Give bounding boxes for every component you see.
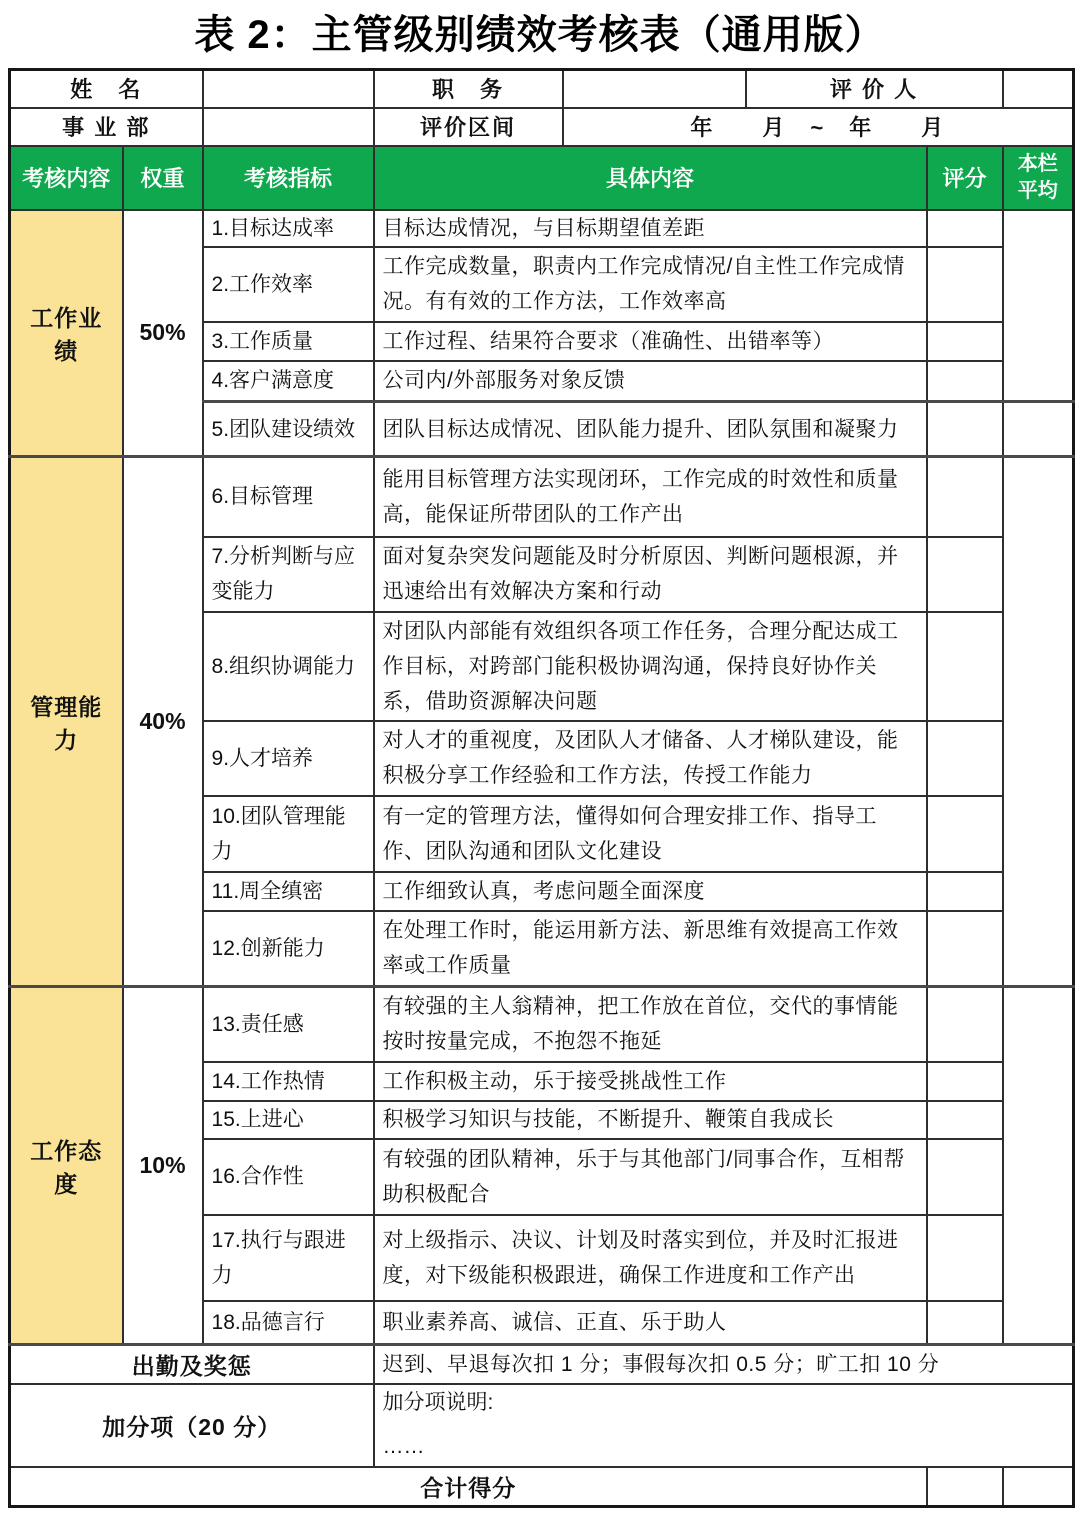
attendance-detail: 迟到、早退每次扣 1 分；事假每次扣 0.5 分；旷工扣 10 分 [374,1345,1074,1384]
avg-cell[interactable] [1003,987,1074,1345]
score-cell[interactable] [927,612,1003,721]
detail-cell: 工作积极主动，乐于接受挑战性工作 [374,1062,927,1101]
detail-cell: 对上级指示、决议、计划及时落实到位，并及时汇报进度，对下级能积极跟进，确保工作进度和工作产出 [374,1215,927,1301]
detail-cell: 工作过程、结果符合要求（准确性、出错率等） [374,322,927,361]
indicator-cell: 10.团队管理能力 [203,796,374,872]
weight-management: 40% [123,457,203,987]
total-score-label: 合计得分 [10,1467,927,1507]
header-indicator: 考核指标 [203,146,374,210]
indicator-cell: 18.品德言行 [203,1301,374,1345]
detail-cell: 公司内/外部服务对象反馈 [374,361,927,402]
score-cell[interactable] [927,247,1003,322]
detail-cell: 团队目标达成情况、团队能力提升、团队氛围和凝聚力 [374,402,927,457]
detail-cell: 对人才的重视度，及团队人才储备、人才梯队建设，能积极分享工作经验和工作方法，传授工作能力 [374,721,927,796]
division-value-cell[interactable] [203,108,374,146]
detail-cell: 目标达成情况，与目标期望值差距 [374,210,927,247]
indicator-cell: 17.执行与跟进力 [203,1215,374,1301]
header-column-average [1003,146,1074,210]
score-cell[interactable] [927,537,1003,612]
table-row [10,457,1074,537]
score-cell[interactable] [927,1301,1003,1345]
position-value-cell[interactable] [563,70,746,108]
period-value-cell: 年 月 ~ 年 月 [563,108,1074,146]
score-cell[interactable] [927,361,1003,402]
score-cell[interactable] [927,721,1003,796]
table-row [10,987,1074,1062]
section-label-management: 管理能力 [10,457,123,987]
header-weight: 权重 [123,146,203,210]
score-cell[interactable] [927,1101,1003,1139]
detail-cell: 工作完成数量，职责内工作完成情况/自主性工作完成情况。有有效的工作方法，工作效率高 [374,247,927,322]
score-cell[interactable] [927,1139,1003,1215]
indicator-cell: 15.上进心 [203,1101,374,1139]
table-row [10,1384,1074,1467]
indicator-cell: 16.合作性 [203,1139,374,1215]
evaluator-value-cell[interactable] [1003,70,1074,108]
detail-cell: 面对复杂突发问题能及时分析原因、判断问题根源，并迅速给出有效解决方案和行动 [374,537,927,612]
score-cell[interactable] [927,402,1003,457]
period-label: 评价区间 [374,108,563,146]
detail-cell: 积极学习知识与技能，不断提升、鞭策自我成长 [374,1101,927,1139]
weight-performance: 50% [123,210,203,457]
score-cell[interactable] [927,796,1003,872]
evaluation-table [8,68,1075,1508]
indicator-cell: 14.工作热情 [203,1062,374,1101]
table-row [10,210,1074,247]
score-cell[interactable] [927,987,1003,1062]
detail-cell: 在处理工作时，能运用新方法、新思维有效提高工作效率或工作质量 [374,911,927,987]
avg-cell[interactable] [1003,402,1074,457]
evaluator-label: 评 价 人 [746,70,1003,108]
indicator-cell: 13.责任感 [203,987,374,1062]
score-cell[interactable] [927,210,1003,247]
table-row [10,108,1074,146]
detail-cell: 对团队内部能有效组织各项工作任务，合理分配达成工作目标，对跨部门能积极协调沟通，保持良好协作关系，借助资源解决问题 [374,612,927,721]
bonus-detail-cell[interactable] [374,1384,1074,1467]
score-cell[interactable] [927,911,1003,987]
header-score: 评分 [927,146,1003,210]
detail-cell: 能用目标管理方法实现闭环，工作完成的时效性和质量高，能保证所带团队的工作产出 [374,457,927,537]
detail-cell: 有一定的管理方法，懂得如何合理安排工作、指导工作、团队沟通和团队文化建设 [374,796,927,872]
weight-attitude: 10% [123,987,203,1345]
header-row [10,146,1074,210]
table-row [10,1467,1074,1507]
total-score-cell[interactable] [927,1467,1003,1507]
section-label-attitude: 工作态度 [10,987,123,1345]
score-cell[interactable] [927,457,1003,537]
detail-cell: 有较强的主人翁精神，把工作放在首位，交代的事情能按时按量完成，不抱怨不拖延 [374,987,927,1062]
header-content: 考核内容 [10,146,123,210]
division-label: 事 业 部 [10,108,203,146]
avg-cell[interactable] [1003,210,1074,402]
score-cell[interactable] [927,1062,1003,1101]
position-label: 职 务 [374,70,563,108]
name-label: 姓 名 [10,70,203,108]
score-cell[interactable] [927,872,1003,911]
total-avg-cell[interactable] [1003,1467,1074,1507]
score-cell[interactable] [927,1215,1003,1301]
indicator-cell: 7.分析判断与应变能力 [203,537,374,612]
page-title: 表 2：主管级别绩效考核表（通用版） [194,13,886,57]
indicator-cell: 6.目标管理 [203,457,374,537]
indicator-cell: 12.创新能力 [203,911,374,987]
indicator-cell: 5.团队建设绩效 [203,402,374,457]
detail-cell: 有较强的团队精神，乐于与其他部门/同事合作，互相帮助积极配合 [374,1139,927,1215]
indicator-cell: 8.组织协调能力 [203,612,374,721]
avg-cell[interactable] [1003,457,1074,987]
indicator-cell: 11.周全缜密 [203,872,374,911]
header-detail: 具体内容 [374,146,927,210]
section-label-performance: 工作业绩 [10,210,123,457]
indicator-cell: 1.目标达成率 [203,210,374,247]
name-value-cell[interactable] [203,70,374,108]
header-avg-line1: 本栏 [1017,152,1058,175]
indicator-cell: 3.工作质量 [203,322,374,361]
header-avg-line2: 平均 [1017,179,1058,202]
bonus-detail-line1: 加分项说明: [382,1391,494,1414]
bonus-label: 加分项（20 分） [10,1384,374,1467]
indicator-cell: 2.工作效率 [203,247,374,322]
score-cell[interactable] [927,322,1003,361]
detail-cell: 工作细致认真，考虑问题全面深度 [374,872,927,911]
table-row [10,70,1074,108]
bonus-detail-line2: …… [382,1435,425,1458]
indicator-cell: 4.客户满意度 [203,361,374,402]
attendance-label: 出勤及奖惩 [10,1345,374,1384]
table-row [10,1345,1074,1384]
detail-cell: 职业素养高、诚信、正直、乐于助人 [374,1301,927,1345]
indicator-cell: 9.人才培养 [203,721,374,796]
